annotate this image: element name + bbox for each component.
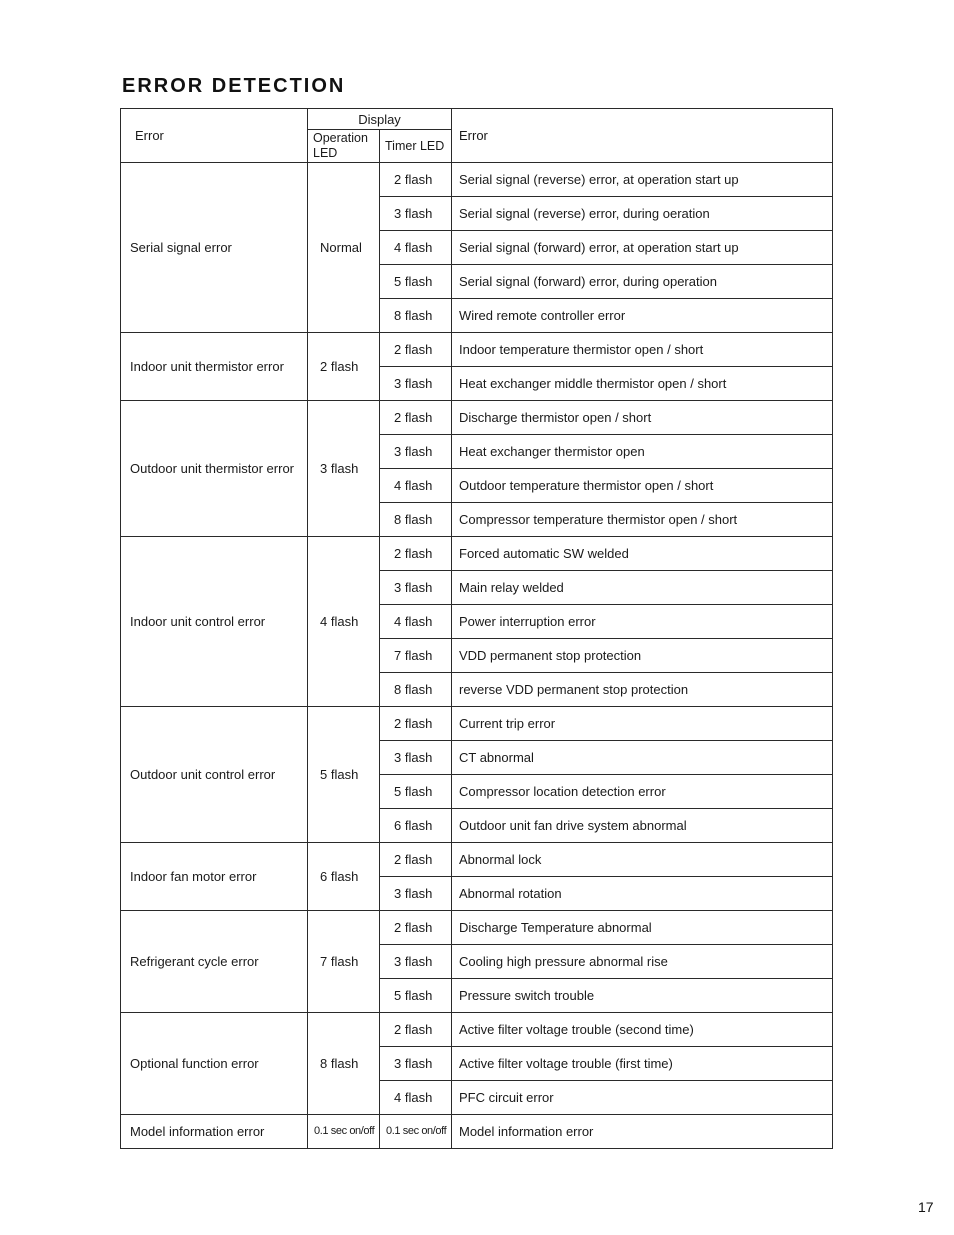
timer-led-cell: 2 flash bbox=[380, 911, 452, 945]
table-row bbox=[121, 163, 833, 197]
operation-led-cell: 3 flash bbox=[308, 401, 380, 537]
error-detail-cell: Forced automatic SW welded bbox=[452, 537, 833, 571]
table-row bbox=[121, 1013, 833, 1047]
table-row bbox=[121, 843, 833, 877]
operation-led-cell: 0.1 sec on/off bbox=[308, 1115, 380, 1149]
timer-led-cell: 8 flash bbox=[380, 299, 452, 333]
table-row bbox=[121, 707, 833, 741]
timer-led-cell: 4 flash bbox=[380, 1081, 452, 1115]
table-body bbox=[121, 163, 833, 1149]
error-detail-cell: Serial signal (forward) error, at operation start up bbox=[452, 231, 833, 265]
header-display: Display bbox=[308, 109, 452, 130]
timer-led-cell: 3 flash bbox=[380, 435, 452, 469]
error-detail-cell: VDD permanent stop protection bbox=[452, 639, 833, 673]
error-category-cell: Outdoor unit control error bbox=[121, 707, 308, 843]
timer-led-cell: 2 flash bbox=[380, 707, 452, 741]
table-row bbox=[121, 1115, 833, 1149]
timer-led-cell: 3 flash bbox=[380, 945, 452, 979]
timer-led-cell: 7 flash bbox=[380, 639, 452, 673]
operation-led-cell: 8 flash bbox=[308, 1013, 380, 1115]
error-detail-cell: Compressor temperature thermistor open / short bbox=[452, 503, 833, 537]
error-detail-cell: Indoor temperature thermistor open / short bbox=[452, 333, 833, 367]
error-category-cell: Outdoor unit thermistor error bbox=[121, 401, 308, 537]
timer-led-cell: 3 flash bbox=[380, 877, 452, 911]
error-detail-cell: Pressure switch trouble bbox=[452, 979, 833, 1013]
error-detail-cell: Serial signal (reverse) error, during oeration bbox=[452, 197, 833, 231]
error-detail-cell: Current trip error bbox=[452, 707, 833, 741]
operation-led-cell: 5 flash bbox=[308, 707, 380, 843]
error-detail-cell: Outdoor unit fan drive system abnormal bbox=[452, 809, 833, 843]
page-number: 17 bbox=[918, 1199, 934, 1215]
error-category-cell: Indoor unit control error bbox=[121, 537, 308, 707]
timer-led-cell: 5 flash bbox=[380, 775, 452, 809]
error-detail-cell: reverse VDD permanent stop protection bbox=[452, 673, 833, 707]
error-category-cell: Indoor fan motor error bbox=[121, 843, 308, 911]
error-detail-cell: Active filter voltage trouble (second time) bbox=[452, 1013, 833, 1047]
header-error: Error bbox=[121, 109, 308, 163]
error-detail-cell: Power interruption error bbox=[452, 605, 833, 639]
error-detail-cell: Serial signal (forward) error, during operation bbox=[452, 265, 833, 299]
table-row bbox=[121, 401, 833, 435]
page-title: ERROR DETECTION bbox=[122, 75, 346, 97]
header-operation-led: Operation LED bbox=[308, 130, 380, 163]
error-detail-cell: Main relay welded bbox=[452, 571, 833, 605]
timer-led-cell: 3 flash bbox=[380, 741, 452, 775]
error-detail-cell: Compressor location detection error bbox=[452, 775, 833, 809]
error-detail-cell: Model information error bbox=[452, 1115, 833, 1149]
timer-led-cell: 0.1 sec on/off bbox=[380, 1115, 452, 1149]
error-detection-table bbox=[120, 108, 833, 1149]
operation-led-cell: Normal bbox=[308, 163, 380, 333]
timer-led-cell: 8 flash bbox=[380, 673, 452, 707]
timer-led-cell: 3 flash bbox=[380, 367, 452, 401]
error-category-cell: Model information error bbox=[121, 1115, 308, 1149]
error-category-cell: Indoor unit thermistor error bbox=[121, 333, 308, 401]
timer-led-cell: 4 flash bbox=[380, 231, 452, 265]
error-category-cell: Refrigerant cycle error bbox=[121, 911, 308, 1013]
timer-led-cell: 5 flash bbox=[380, 265, 452, 299]
timer-led-cell: 2 flash bbox=[380, 401, 452, 435]
operation-led-cell: 6 flash bbox=[308, 843, 380, 911]
table-header bbox=[121, 109, 833, 163]
error-detail-cell: PFC circuit error bbox=[452, 1081, 833, 1115]
timer-led-cell: 2 flash bbox=[380, 843, 452, 877]
timer-led-cell: 6 flash bbox=[380, 809, 452, 843]
error-detail-cell: CT abnormal bbox=[452, 741, 833, 775]
timer-led-cell: 4 flash bbox=[380, 469, 452, 503]
table-row bbox=[121, 537, 833, 571]
error-category-cell: Serial signal error bbox=[121, 163, 308, 333]
error-detail-cell: Outdoor temperature thermistor open / short bbox=[452, 469, 833, 503]
error-category-cell: Optional function error bbox=[121, 1013, 308, 1115]
error-detail-cell: Discharge Temperature abnormal bbox=[452, 911, 833, 945]
timer-led-cell: 2 flash bbox=[380, 1013, 452, 1047]
table-row bbox=[121, 333, 833, 367]
header-timer-led: Timer LED bbox=[380, 130, 452, 163]
timer-led-cell: 2 flash bbox=[380, 333, 452, 367]
timer-led-cell: 4 flash bbox=[380, 605, 452, 639]
operation-led-cell: 2 flash bbox=[308, 333, 380, 401]
error-detail-cell: Wired remote controller error bbox=[452, 299, 833, 333]
timer-led-cell: 2 flash bbox=[380, 537, 452, 571]
operation-led-cell: 4 flash bbox=[308, 537, 380, 707]
error-detail-cell: Abnormal lock bbox=[452, 843, 833, 877]
timer-led-cell: 3 flash bbox=[380, 1047, 452, 1081]
timer-led-cell: 3 flash bbox=[380, 197, 452, 231]
error-detail-cell: Heat exchanger thermistor open bbox=[452, 435, 833, 469]
operation-led-cell: 7 flash bbox=[308, 911, 380, 1013]
error-detail-cell: Abnormal rotation bbox=[452, 877, 833, 911]
timer-led-cell: 5 flash bbox=[380, 979, 452, 1013]
error-detail-cell: Cooling high pressure abnormal rise bbox=[452, 945, 833, 979]
error-detail-cell: Discharge thermistor open / short bbox=[452, 401, 833, 435]
error-detail-cell: Heat exchanger middle thermistor open / short bbox=[452, 367, 833, 401]
table-row bbox=[121, 911, 833, 945]
error-detail-cell: Active filter voltage trouble (first time) bbox=[452, 1047, 833, 1081]
timer-led-cell: 2 flash bbox=[380, 163, 452, 197]
timer-led-cell: 3 flash bbox=[380, 571, 452, 605]
header-error-detail: Error bbox=[452, 109, 833, 163]
error-detail-cell: Serial signal (reverse) error, at operation start up bbox=[452, 163, 833, 197]
timer-led-cell: 8 flash bbox=[380, 503, 452, 537]
